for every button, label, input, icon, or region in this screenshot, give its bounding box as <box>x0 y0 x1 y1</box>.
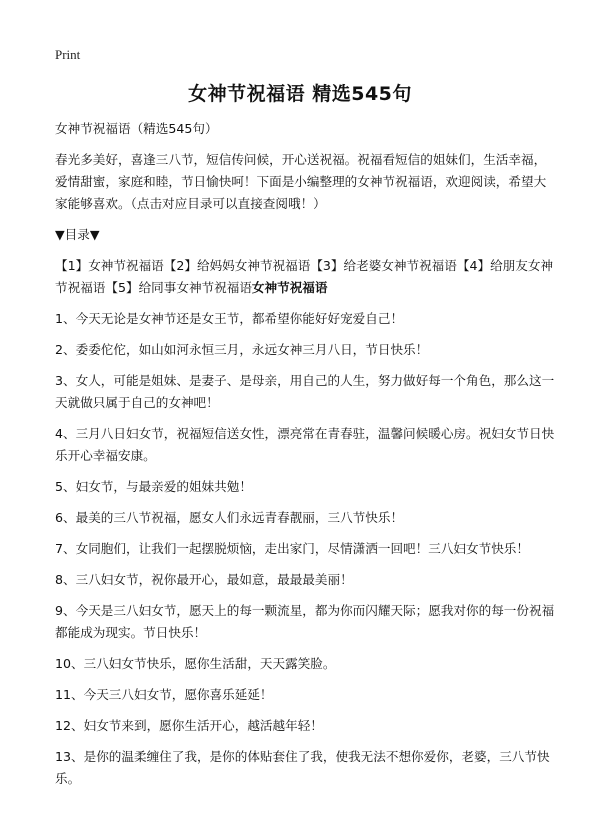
list-item: 12、妇女节来到，愿你生活开心，越活越年轻！ <box>55 718 323 733</box>
toc-label: 给老婆女神节祝福语 <box>343 258 457 273</box>
intro-paragraph: 春光多美好，喜逢三八节，短信传问候，开心送祝福。祝福看短信的姐妹们，生活幸福，爱情甜蜜，家庭和睦，节日愉快呵！下面是小编整理的女神节祝福语，欢迎阅读，希望大家能够喜欢。（点击对应目录可以直接查阅哦！） <box>55 152 547 211</box>
toc-heading: ▼目录▼ <box>55 227 100 242</box>
toc-marker: 【5】 <box>105 280 139 295</box>
list-item: 3、女人，可能是姐妹、是妻子、是母亲，用自己的人生，努力做好每一个角色，那么这一天就做只属于自己的女神吧！ <box>55 373 555 410</box>
article-subtitle: 女神节祝福语（精选545句） <box>55 121 218 136</box>
list-item: 5、妇女节，与最亲爱的姐妹共勉！ <box>55 479 252 494</box>
article-body <box>55 118 555 799</box>
toc-marker: 【4】 <box>456 258 491 273</box>
section-heading: 女神节祝福语 <box>251 280 328 295</box>
list-item: 4、三月八日妇女节，祝福短信送女性，漂亮常在青春驻，温馨问候暖心房。祝妇女节日快乐开心幸福安康。 <box>55 426 555 463</box>
table-of-contents <box>55 255 555 299</box>
list-item: 1、今天无论是女神节还是女王节，都希望你能好好宠爱自己！ <box>55 311 404 326</box>
list-item: 2、委委佗佗，如山如河永恒三月，永远女神三月八日，节日快乐！ <box>55 342 429 357</box>
toc-marker: 【2】 <box>163 258 197 273</box>
toc-marker: 【3】 <box>310 258 344 273</box>
toc-marker: 【1】 <box>55 258 89 273</box>
print-link[interactable]: Print <box>55 47 81 62</box>
toc-item-3[interactable] <box>310 258 457 273</box>
toc-item-2[interactable] <box>164 258 311 273</box>
list-item: 8、三八妇女节，祝你最开心，最如意，最最最美丽！ <box>55 572 353 587</box>
list-item: 9、今天是三八妇女节，愿天上的每一颗流星，都为你而闪耀天际；愿我对你的每一份祝福都能成为现实。节日快乐！ <box>55 603 555 640</box>
list-item: 6、最美的三八节祝福，愿女人们永远青春靓丽，三八节快乐！ <box>55 510 404 525</box>
toc-label: 给朋友女神节祝福语 <box>55 258 554 295</box>
list-item: 7、女同胞们，让我们一起摆脱烦恼，走出家门，尽情潇洒一回吧！三八妇女节快乐！ <box>55 541 529 556</box>
toc-item-1[interactable] <box>55 258 164 273</box>
toc-label: 给同事女神节祝福语 <box>138 280 252 295</box>
page-title: 女神节祝福语 精选545句 <box>188 83 412 105</box>
toc-label: 给妈妈女神节祝福语 <box>196 258 311 273</box>
toc-label: 女神节祝福语 <box>88 258 164 273</box>
toc-item-5[interactable] <box>105 280 252 295</box>
list-item: 13、是你的温柔缠住了我，是你的体贴套住了我，使我无法不想你爱你，老婆，三八节快乐。 <box>55 749 550 786</box>
list-item: 11、今天三八妇女节，愿你喜乐延延！ <box>55 687 273 702</box>
list-item: 10、三八妇女节快乐，愿你生活甜，天天露笑脸。 <box>55 656 336 671</box>
